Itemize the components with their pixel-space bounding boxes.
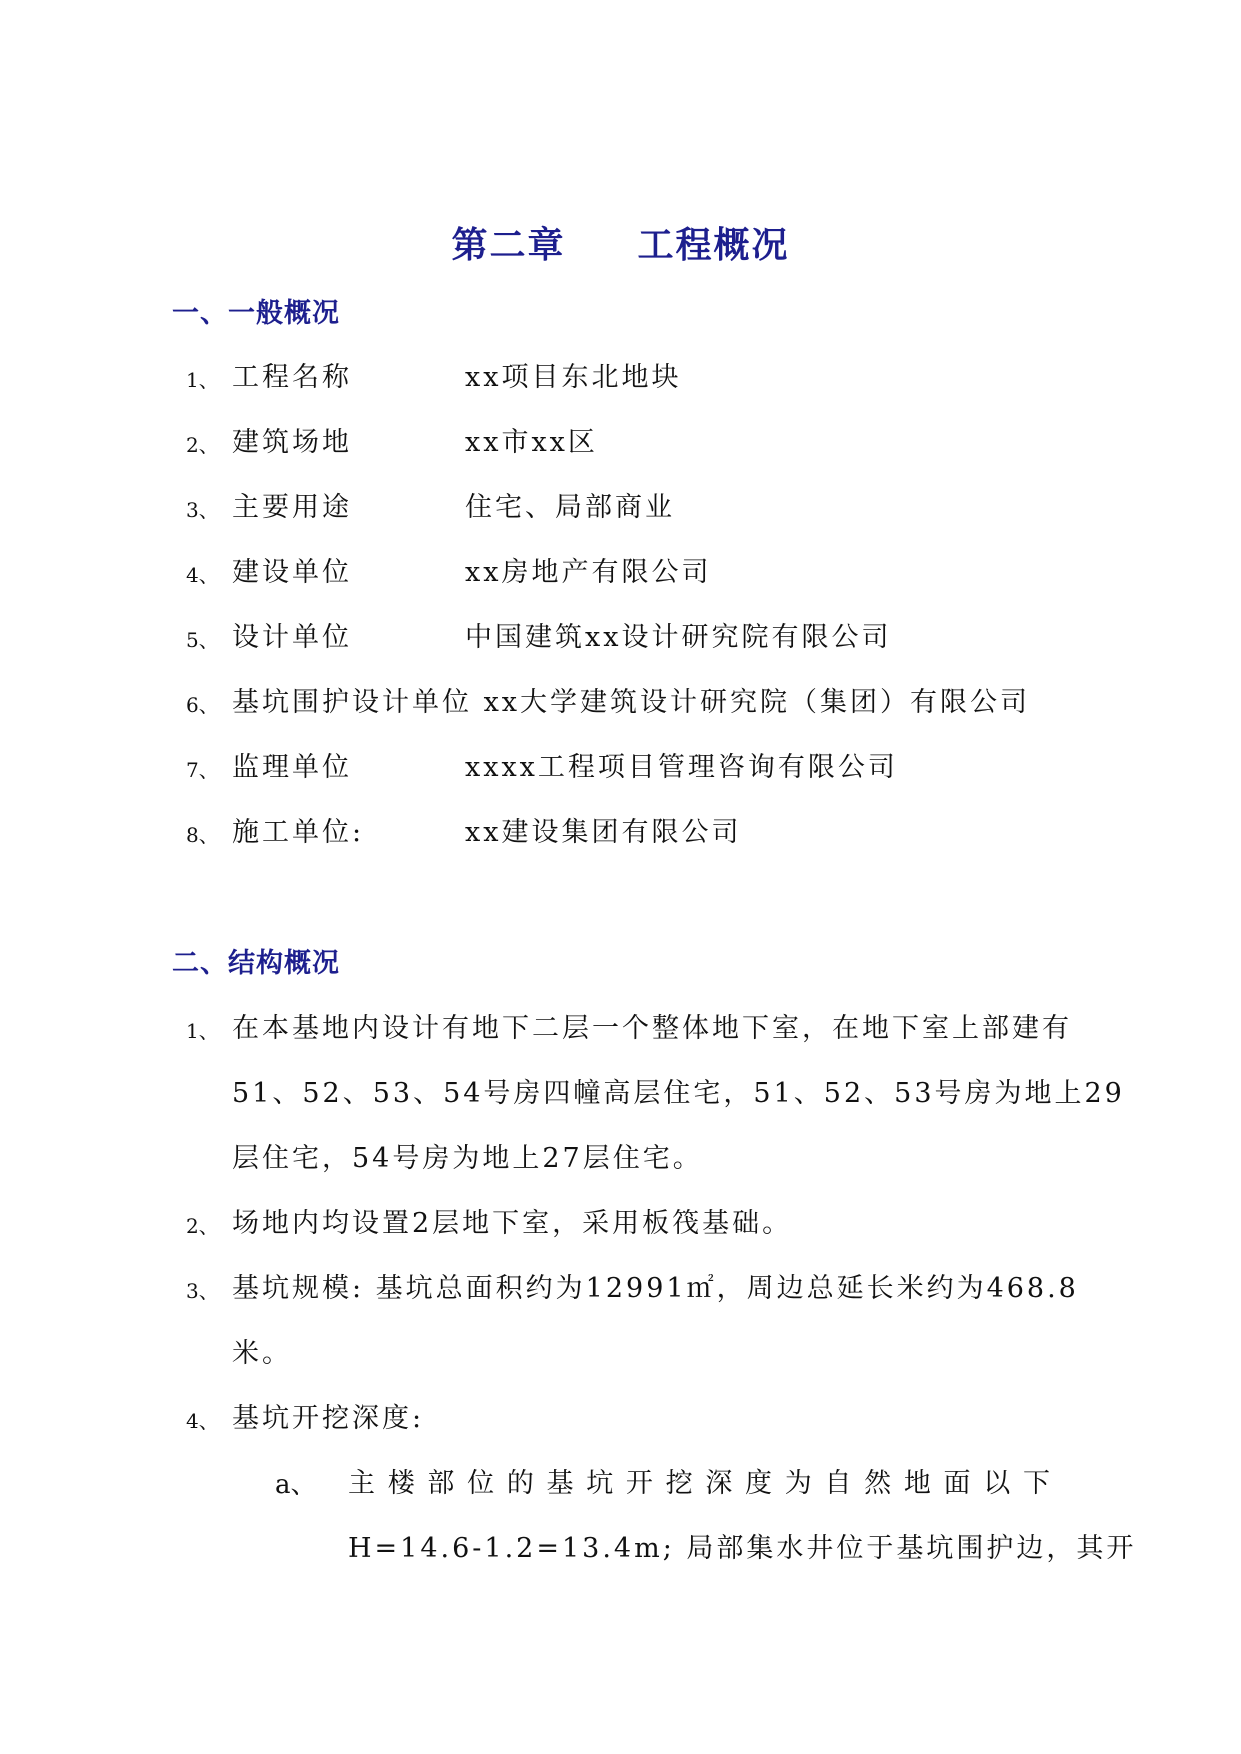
paragraph-number: 1、 [186,1019,219,1043]
list-item-value: xx建设集团有限公司 [465,817,742,848]
paragraph-number: 2、 [186,1214,219,1238]
list-item-label: 设计单位 [232,622,352,653]
list-item-number: 6、 [186,693,219,717]
word: 深 [705,1468,733,1499]
list-item-label: 基坑围护设计单位 xx大学建筑设计研究院（集团）有限公司 [232,687,1031,718]
word: 然 [864,1468,892,1499]
word: 地 [903,1468,931,1499]
list-item-label: 建设单位 [232,557,352,588]
list-item-label: 监理单位 [232,752,352,783]
list-item-value: xx项目东北地块 [465,362,682,393]
list-item-number: 3、 [186,498,219,522]
list-item-number: 8、 [186,823,219,847]
list-item-label: 主要用途 [232,492,352,523]
paragraph-line: 场地内均设置2层地下室，采用板筏基础。 [232,1208,793,1239]
chapter-number: 第二章 [451,225,566,266]
list-item-label: 建筑场地 [232,427,352,458]
word: 基 [546,1468,574,1499]
word: 为 [784,1468,812,1499]
sub-item-line-justified [348,1470,1050,1497]
list-item-value: xx市xx区 [465,427,598,458]
list-item-number: 7、 [186,758,219,782]
paragraph-line: 51、52、53、54号房四幢高层住宅，51、52、53号房为地上29 [232,1078,1125,1109]
paragraph-number: 3、 [186,1279,219,1303]
chapter-name: 工程概况 [637,225,790,266]
word: 位 [467,1468,495,1499]
paragraph-line: 基坑规模: 基坑总面积约为12991㎡，周边总延长米约为468.8 [232,1273,1079,1304]
paragraph-line: 米。 [232,1338,292,1369]
word: 下 [1022,1468,1050,1499]
section-heading-structure: 二、结构概况 [172,948,340,979]
word: 坑 [586,1468,614,1499]
sub-item-line: H=14.6-1.2=13.4m; 局部集水井位于基坑围护边，其开 [348,1533,1137,1564]
word: 度 [745,1468,773,1499]
word: 开 [625,1468,653,1499]
paragraph-line: 基坑开挖深度: [232,1403,425,1434]
paragraph-line: 在本基地内设计有地下二层一个整体地下室，在地下室上部建有 [232,1013,1072,1044]
word: 楼 [387,1468,415,1499]
list-item-value: xx房地产有限公司 [465,557,712,588]
word: 自 [824,1468,852,1499]
chapter-title [0,225,1241,266]
word: 面 [943,1468,971,1499]
sub-item-marker: a、 [275,1470,317,1500]
section-heading-general: 一、一般概况 [172,298,340,329]
word: 以 [983,1468,1011,1499]
paragraph-line: 层住宅，54号房为地上27层住宅。 [232,1143,703,1174]
paragraph-number: 4、 [186,1409,219,1433]
word: 部 [427,1468,455,1499]
word: 主 [348,1468,375,1499]
list-item-label: 工程名称 [232,362,352,393]
word: 的 [506,1468,534,1499]
list-item-label: 施工单位: [232,817,365,848]
list-item-value: xxxx工程项目管理咨询有限公司 [465,752,898,783]
list-item-number: 1、 [186,368,219,392]
list-item-number: 2、 [186,433,219,457]
list-item-number: 5、 [186,628,219,652]
list-item-value: 住宅、局部商业 [465,492,675,523]
list-item-number: 4、 [186,563,219,587]
list-item-value: 中国建筑xx设计研究院有限公司 [465,622,892,653]
word: 挖 [665,1468,693,1499]
